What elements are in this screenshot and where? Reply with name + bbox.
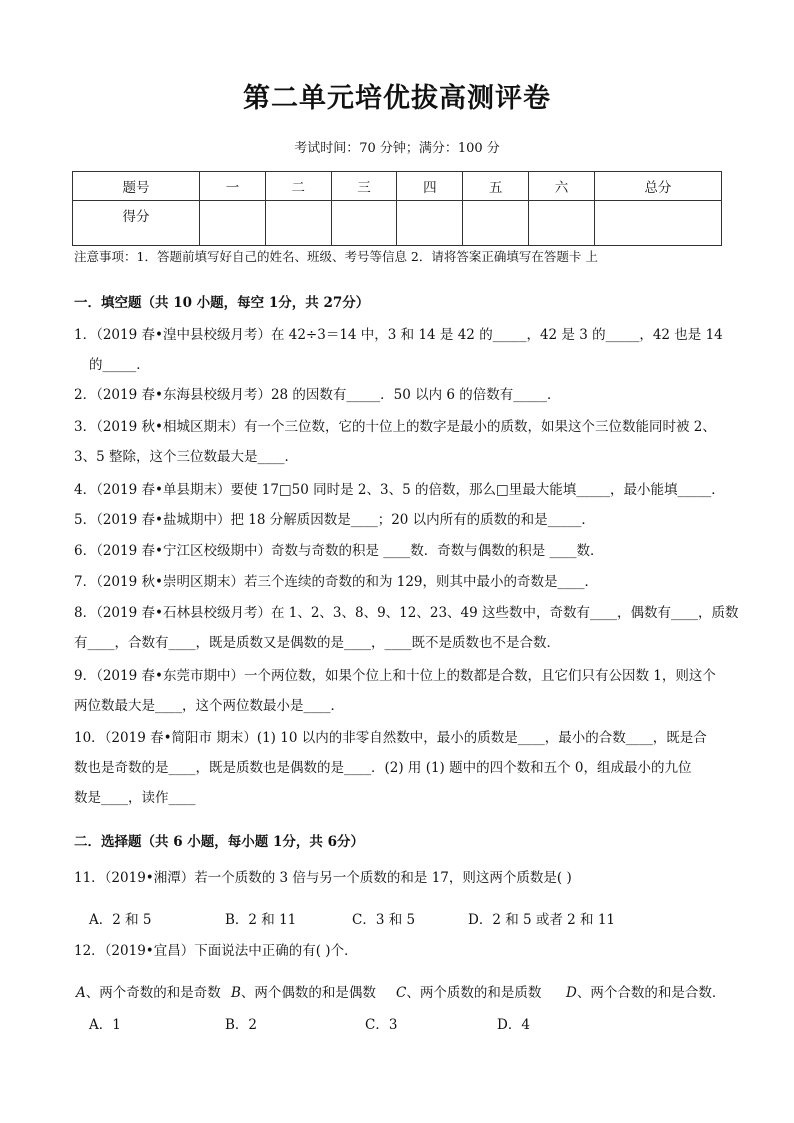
question-line: 两位数最大是____，这个两位数最小是____．: [74, 698, 344, 714]
score-cell[interactable]: [529, 201, 595, 246]
score-table-header-row: [73, 172, 722, 201]
option-a[interactable]: A．2 和 5: [89, 912, 152, 928]
option-b[interactable]: B．2 和 11: [225, 912, 297, 928]
exam-info: 考试时间：70 分钟；满分：100 分: [294, 141, 500, 156]
option-b[interactable]: B．2: [225, 1017, 258, 1033]
statement-a: A、两个奇数的和是奇数: [76, 985, 221, 1001]
score-header-cell: 六: [529, 172, 595, 201]
question-line: 1．（2019 春•湟中县校级月考）在 42÷3＝14 中，3 和 14 是 42 的_____，42 是 3 的_____，42 也是 14: [74, 327, 723, 343]
question-line: 5．（2019 春•盐城期中）把 18 分解质因数是____；20 以内所有的质数的和是_____．: [74, 512, 595, 528]
score-header-cell: 三: [331, 172, 397, 201]
score-header-cell: 总分: [594, 172, 721, 201]
option-d[interactable]: D．4: [497, 1017, 530, 1033]
question-line: 数也是奇数的是____，既是质数也是偶数的是____．(2) 用 (1) 题中的四个数和五个 0，组成最小的九位: [74, 760, 692, 776]
question-7: [74, 567, 734, 597]
question-line: 12．（2019•宜昌）下面说法中正确的有( )个．: [74, 943, 358, 959]
section-heading-choice: 二．选择题（共 6 小题，每小题 1分，共 6分）: [74, 834, 364, 850]
question-10: [74, 723, 734, 813]
question-1: [74, 320, 734, 380]
question-line: 3．（2019 秋•相城区期末）有一个三位数，它的十位上的数字是最小的质数，如果这个三位数能同时被 2、: [74, 419, 716, 435]
question-line: 11．（2019•湘潭）若一个质数的 3 倍与另一个质数的和是 17，则这两个质数是( ): [74, 870, 572, 886]
score-cell[interactable]: [200, 201, 266, 246]
question-line: 6．（2019 春•宁江区校级期中）奇数与奇数的积是 ____数．奇数与偶数的积是 ____数．: [74, 543, 604, 559]
question-line: 有____，合数有____，既是质数又是偶数的是____，____既不是质数也不是合数．: [74, 635, 560, 651]
question-12-options: [0, 1013, 794, 1033]
question-line: 8．（2019 春•石林县校级月考）在 1、2、3、8、9、12、23、49 这些数中，奇数有____，偶数有____，质数: [74, 605, 739, 621]
question-8: [74, 598, 739, 658]
question-line: 2．（2019 春•东海县校级月考）28 的因数有_____．50 以内 6 的倍数有_____．: [74, 387, 561, 403]
question-3: [74, 412, 734, 472]
question-line: 9．（2019 春•东莞市期中）一个两位数，如果个位上和十位上的数都是合数，且它们只有公因数 1，则这个: [74, 668, 716, 684]
score-cell[interactable]: [594, 201, 721, 246]
question-line: 数是____，读作____: [74, 790, 196, 806]
question-4: [74, 475, 734, 505]
option-c[interactable]: C．3: [365, 1017, 398, 1033]
notice-text: 注意事项：1．答题前填写好自己的姓名、班级、考号等信息 2．请将答案正确填写在答题卡 上: [74, 249, 598, 264]
question-line: 4．（2019 春•单县期末）要使 17□50 同时是 2、3、5 的倍数，那么□里最大能填_____，最小能填_____．: [74, 482, 725, 498]
score-table-score-row: [73, 201, 722, 246]
question-5: [74, 505, 734, 535]
question-line: 10．（2019 春•简阳市 期末）(1) 10 以内的非零自然数中，最小的质数是____，最小的合数____，既是合: [74, 730, 707, 746]
score-header-cell: 五: [463, 172, 529, 201]
question-line: 3、5 整除，这个三位数最大是____．: [74, 449, 298, 465]
score-row-label: 得分: [73, 201, 200, 246]
score-header-cell: 题号: [73, 172, 200, 201]
statement-b: B、两个偶数的和是偶数: [231, 985, 376, 1001]
option-d[interactable]: D．2 和 5 或者 2 和 11: [468, 912, 616, 928]
page-title: 第二单元培优拔高测评卷: [243, 83, 551, 114]
score-cell[interactable]: [331, 201, 397, 246]
question-11: [74, 863, 734, 893]
score-header-cell: 一: [200, 172, 266, 201]
statement-d: D、两个合数的和是合数．: [566, 985, 726, 1001]
score-header-cell: 二: [265, 172, 331, 201]
question-12-statements: [0, 981, 794, 1001]
question-line: 的_____．: [89, 357, 150, 373]
section-heading-fill-in: 一．填空题（共 10 小题，每空 1分，共 27分）: [74, 295, 370, 311]
option-a[interactable]: A．1: [89, 1017, 121, 1033]
option-c[interactable]: C．3 和 5: [352, 912, 416, 928]
score-cell[interactable]: [265, 201, 331, 246]
question-6: [74, 536, 734, 566]
statement-c: C、两个质数的和是质数: [396, 985, 542, 1001]
score-table: [72, 171, 722, 246]
question-2: [74, 380, 734, 410]
question-9: [74, 661, 734, 721]
question-11-options: [0, 908, 794, 928]
question-12: [74, 936, 734, 966]
score-cell[interactable]: [397, 201, 463, 246]
question-line: 7．（2019 秋•崇明区期末）若三个连续的奇数的和为 129，则其中最小的奇数是____．: [74, 574, 599, 590]
score-header-cell: 四: [397, 172, 463, 201]
score-cell[interactable]: [463, 201, 529, 246]
